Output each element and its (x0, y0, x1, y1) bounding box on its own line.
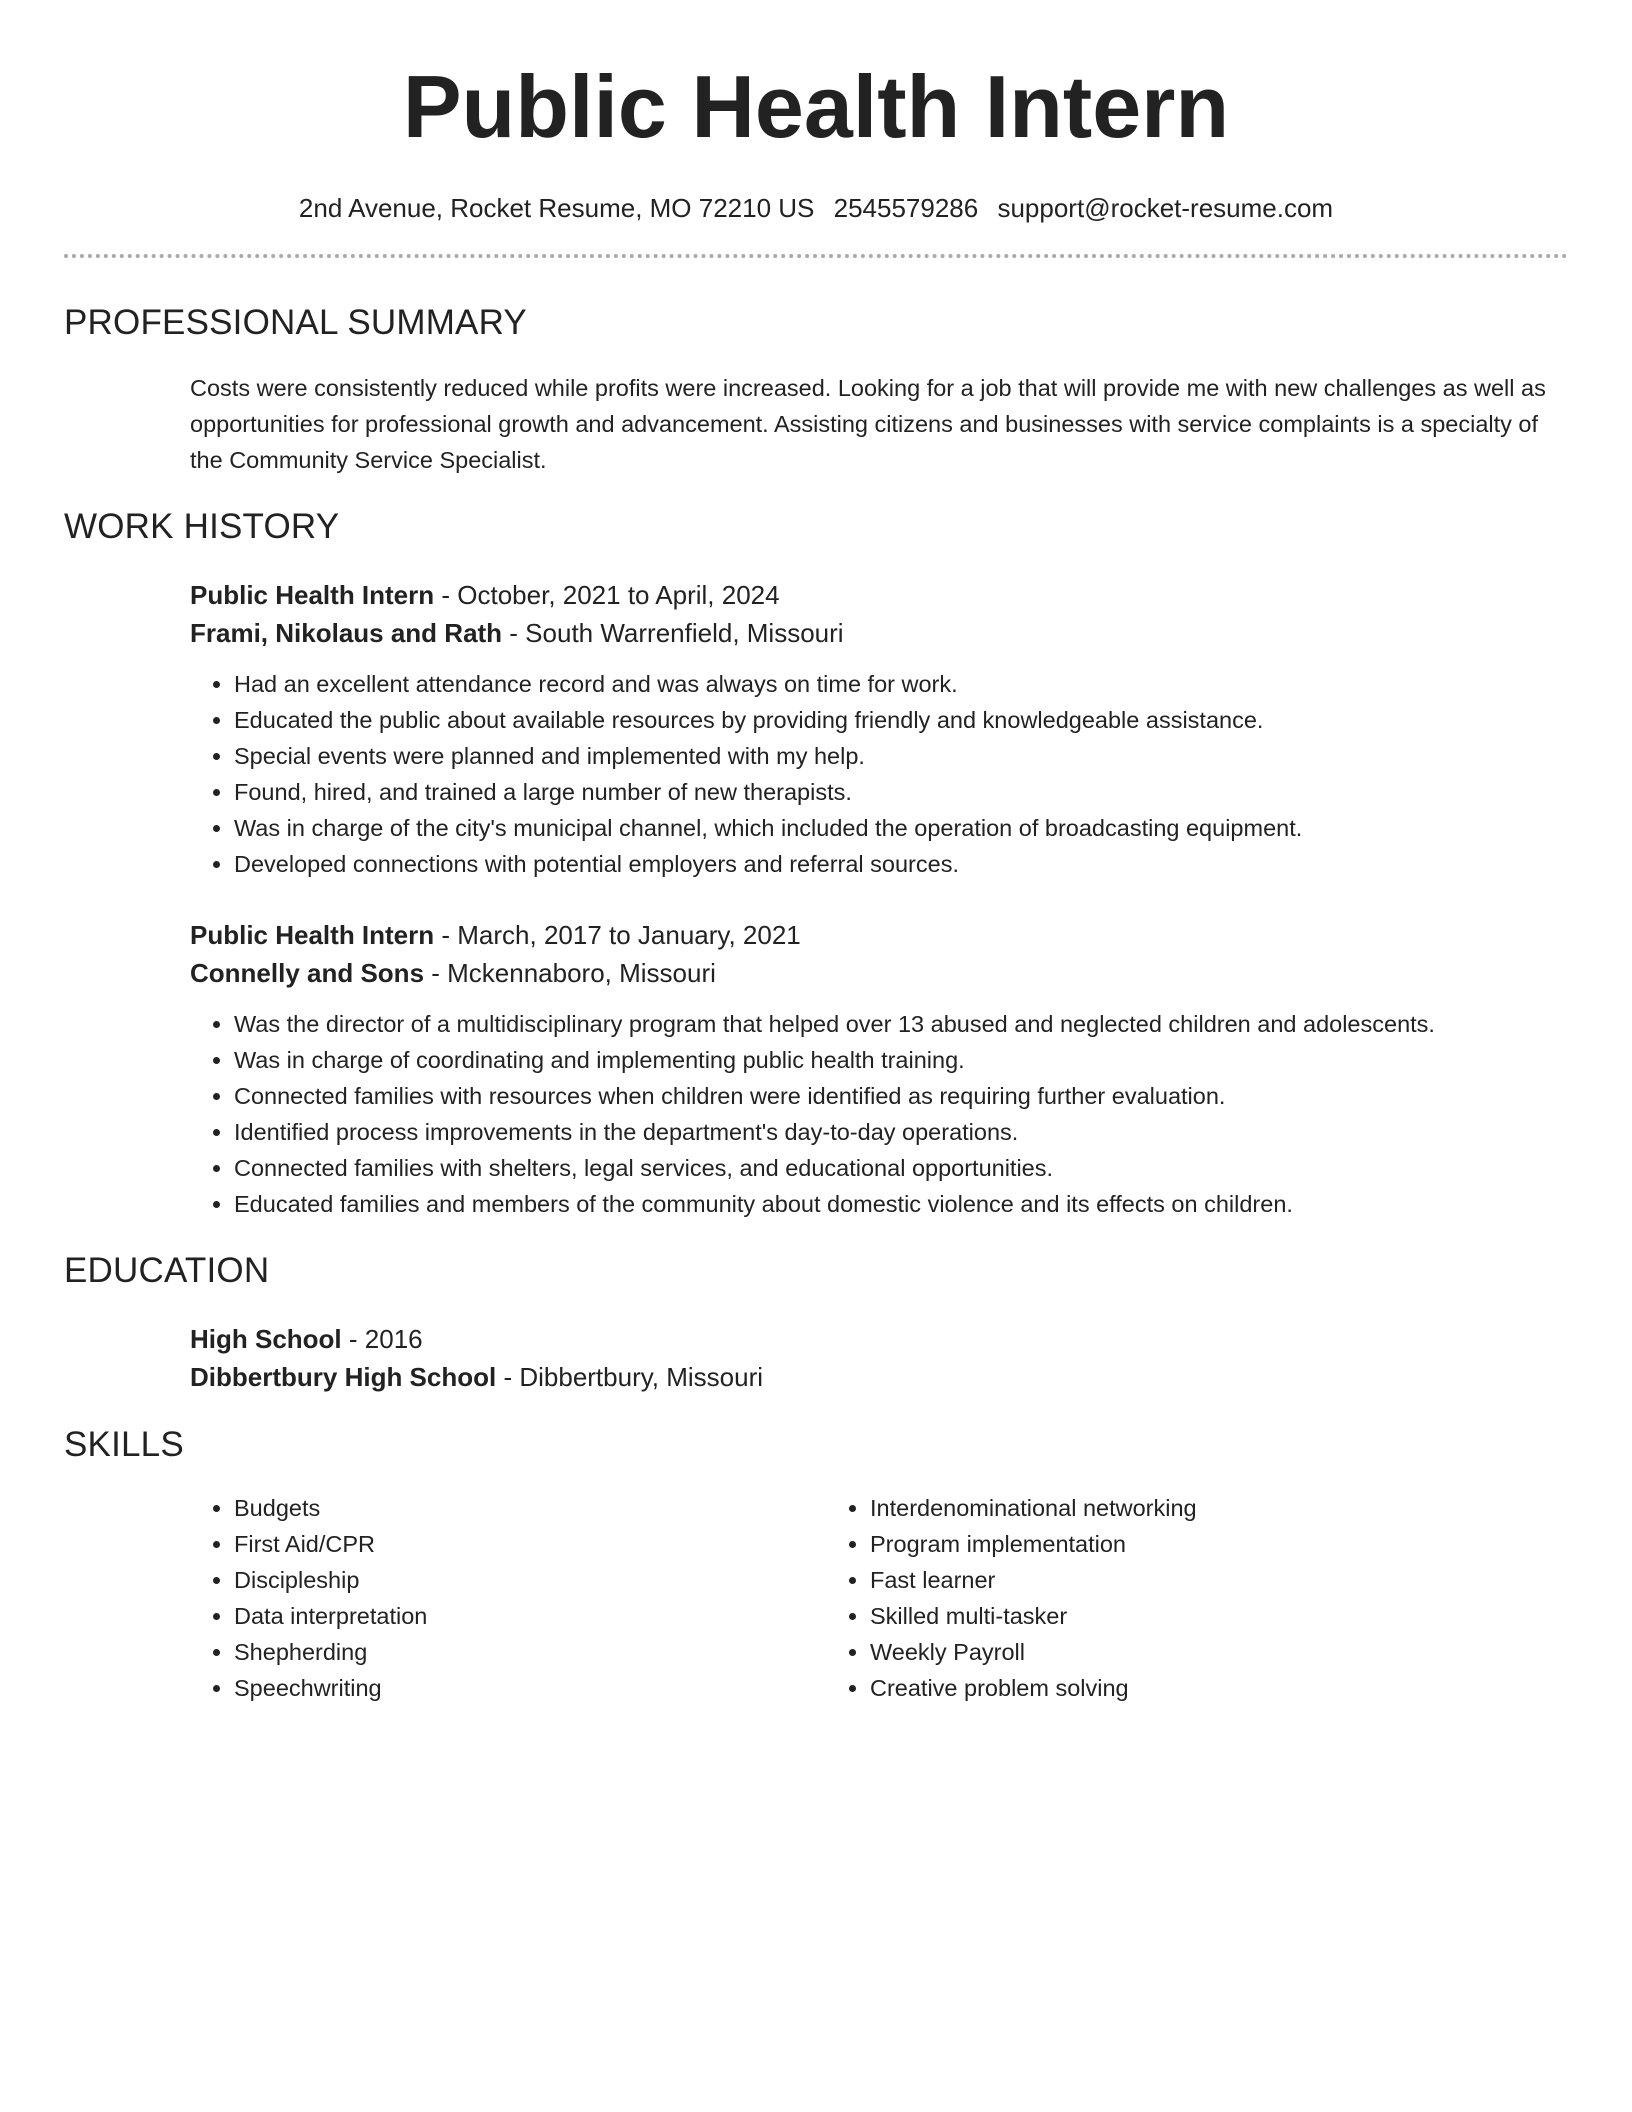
list-item: • Budgets (234, 1490, 826, 1526)
skills-column-right (826, 1490, 1462, 1706)
job-bullets (190, 1006, 1568, 1222)
job-dates: - October, 2021 to April, 2024 (434, 580, 780, 610)
contact-phone: 2545579286 (833, 193, 979, 223)
education-title: EDUCATION (64, 1251, 270, 1290)
work-history-section (64, 504, 1568, 1222)
list-item: • Data interpretation (234, 1598, 826, 1634)
summary-section (64, 300, 1568, 478)
job-company: Connelly and Sons (190, 958, 425, 988)
skills-grid (190, 1490, 1568, 1706)
list-item: • Found, hired, and trained a large number of new therapists. (234, 774, 1568, 810)
job-location: - South Warrenfield, Missouri (502, 618, 844, 648)
list-item: • Speechwriting (234, 1670, 826, 1706)
candidate-name: Public Health Intern (402, 57, 1230, 156)
education-section (64, 1248, 1568, 1396)
job-company-line (190, 614, 1568, 652)
education-entry (190, 1320, 1568, 1396)
job-title-line (190, 576, 1568, 614)
list-item: • Educated the public about available resources by providing friendly and knowledgeable assistance. (234, 702, 1568, 738)
list-item: • Creative problem solving (870, 1670, 1462, 1706)
list-item: • Was in charge of coordinating and implementing public health training. (234, 1042, 1568, 1078)
list-item: • Special events were planned and implemented with my help. (234, 738, 1568, 774)
list-item: • Developed connections with potential employers and referral sources. (234, 846, 1568, 882)
list-item: • Skilled multi-tasker (870, 1598, 1462, 1634)
skills-title: SKILLS (64, 1425, 184, 1464)
list-item: • Connected families with resources when children were identified as requiring further evaluation. (234, 1078, 1568, 1114)
job-company-line (190, 954, 1568, 992)
list-item: • Educated families and members of the community about domestic violence and its effects on children. (234, 1186, 1568, 1222)
job-role: Public Health Intern (190, 580, 435, 610)
job-entry (190, 916, 1568, 1222)
education-school: Dibbertbury High School (190, 1362, 497, 1392)
list-item: • Connected families with shelters, legal services, and educational opportunities. (234, 1150, 1568, 1186)
list-item: • Weekly Payroll (870, 1634, 1462, 1670)
job-location: - Mckennaboro, Missouri (424, 958, 716, 988)
list-item: • First Aid/CPR (234, 1526, 826, 1562)
list-item: • Interdenominational networking (870, 1490, 1462, 1526)
list-item: • Identified process improvements in the department's day-to-day operations. (234, 1114, 1568, 1150)
list-item: • Was in charge of the city's municipal channel, which included the operation of broadcasting equipment. (234, 810, 1568, 846)
work-history-title: WORK HISTORY (64, 507, 340, 546)
job-bullets (190, 666, 1568, 882)
job-dates: - March, 2017 to January, 2021 (434, 920, 801, 950)
list-item: • Program implementation (870, 1526, 1462, 1562)
list-item: • Fast learner (870, 1562, 1462, 1598)
contact-email: support@rocket-resume.com (997, 193, 1334, 223)
contact-line (64, 190, 1568, 226)
summary-title: PROFESSIONAL SUMMARY (64, 303, 527, 342)
header-divider (64, 254, 1568, 258)
contact-address: 2nd Avenue, Rocket Resume, MO 72210 US (298, 193, 815, 223)
education-degree-line (190, 1320, 1568, 1358)
list-item: • Was the director of a multidisciplinary program that helped over 13 abused and neglected children and adolescents. (234, 1006, 1568, 1042)
skills-section (64, 1422, 1568, 1706)
job-title-line (190, 916, 1568, 954)
list-item: • Shepherding (234, 1634, 826, 1670)
education-degree: High School (190, 1324, 342, 1354)
list-item: • Discipleship (234, 1562, 826, 1598)
job-role: Public Health Intern (190, 920, 435, 950)
list-item: • Had an excellent attendance record and was always on time for work. (234, 666, 1568, 702)
education-year: - 2016 (341, 1324, 423, 1354)
education-location: - Dibbertbury, Missouri (496, 1362, 764, 1392)
job-company: Frami, Nikolaus and Rath (190, 618, 503, 648)
skills-column-left (190, 1490, 826, 1706)
summary-text: Costs were consistently reduced while profits were increased. Looking for a job that will provide me with new challenges as well as opportunities for professional growth and advancement. Assisting citizens and businesses with service complaints is a specialty of the Community Service Specialist. (190, 375, 1546, 473)
job-entry (190, 576, 1568, 882)
education-school-line (190, 1358, 1568, 1396)
